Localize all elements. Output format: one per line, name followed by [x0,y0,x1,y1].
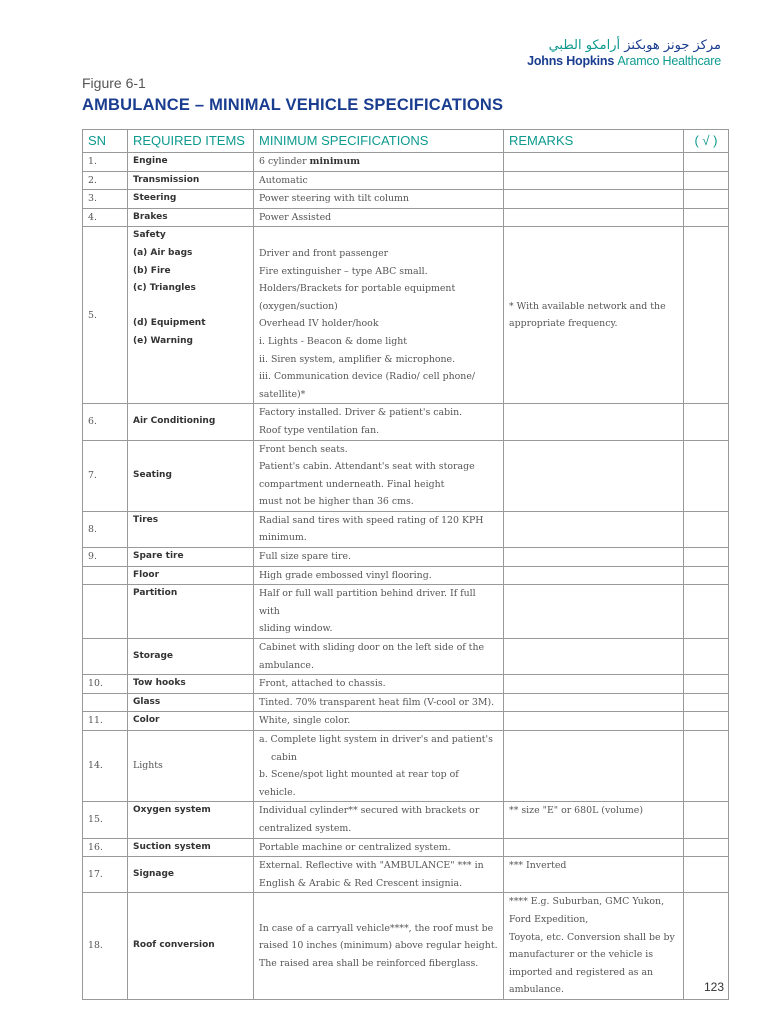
row-remarks [504,190,684,209]
table-row-brakes [83,208,729,227]
row-item: Storage [128,639,254,675]
table-row-seating [83,440,729,511]
row-remarks [504,712,684,731]
row-item: Engine [128,153,254,172]
row-sn: 7. [83,440,128,511]
row-spec [254,440,504,511]
figure-label: Figure 6-1 [82,75,146,91]
row-item: Lights [128,731,254,802]
header-minimum-specifications: MINIMUM SPECIFICATIONS [254,130,504,153]
row-item: Transmission [128,171,254,190]
row-sn [83,639,128,675]
spec-line: must not be higher than 36 cms. [259,496,414,508]
row-sn: 10. [83,675,128,694]
remark-line: manufacturer or the vehicle is [509,949,654,961]
row-item: Brakes [128,208,254,227]
spec-line: Patient's cabin. Attendant's seat with storage [259,461,475,473]
row-sn: 1. [83,153,128,172]
spec-line: External. Reflective with "AMBULANCE" *** in [259,860,484,872]
row-remarks [504,893,684,1000]
table-row-oxygen-system [83,802,729,838]
row-remarks [504,675,684,694]
page-number: 123 [703,980,724,994]
remark-line: * With available network and the [509,300,666,312]
spec-line: Driver and front passenger [259,247,389,259]
spec-line: Holders/Brackets for portable equipment [259,283,456,295]
spec-line: ambulance. [259,659,314,671]
spec-line: Front bench seats. [259,443,348,455]
row-check [684,566,729,585]
row-check [684,857,729,893]
spec-line: In case of a carryall vehicle****, the roof must be [259,922,494,934]
table-row-tow-hooks [83,675,729,694]
row-spec: Power steering with tilt column [254,190,504,209]
row-remarks [504,585,684,639]
table-row-air-conditioning [83,404,729,440]
row-sn: 11. [83,712,128,731]
item-line: (c) Triangles [133,283,196,294]
johns-hopkins-aramco-logo [527,38,721,69]
row-item: Steering [128,190,254,209]
row-sn: 18. [83,893,128,1000]
item-line: (b) Fire [133,265,171,276]
row-sn: 6. [83,404,128,440]
remark-line: **** E.g. Suburban, GMC Yukon, [509,896,665,908]
spec-line: Overhead IV holder/hook [259,318,379,330]
row-item: Suction system [128,838,254,857]
row-sn [83,693,128,712]
row-item: Oxygen system [128,802,254,838]
row-item: Air Conditioning [128,404,254,440]
row-item: Seating [128,440,254,511]
logo-arabic-text [527,38,721,53]
row-sn: 3. [83,190,128,209]
row-item: Signage [128,857,254,893]
row-remarks [504,440,684,511]
row-check [684,511,729,547]
row-sn: 16. [83,838,128,857]
logo-english-text [527,53,721,69]
row-spec: Automatic [254,171,504,190]
remark-line: Ford Expedition, [509,913,589,925]
row-spec [254,404,504,440]
item-line: (d) Equipment [133,318,206,329]
spec-line: Half or full wall partition behind driver. If full with [259,588,476,617]
spacer [133,298,248,316]
row-remarks [504,731,684,802]
row-remarks [504,171,684,190]
spec-line: cabin [271,751,297,763]
row-check [684,838,729,857]
row-item: Spare tire [128,548,254,567]
spec-line: Individual cylinder** secured with brackets or [259,805,480,817]
table-row-signage [83,857,729,893]
row-remarks: *** Inverted [504,857,684,893]
spec-line: i. Lights - Beacon & dome light [259,335,408,347]
spec-line: centralized system. [259,822,352,834]
row-remarks [504,693,684,712]
row-remarks [504,566,684,585]
spec-line: Radial sand tires with speed rating of 120 KPH [259,514,484,526]
row-check [684,639,729,675]
row-spec [254,511,504,547]
row-spec [254,731,504,802]
spec-line: raised 10 inches (minimum) above regular height. [259,940,498,952]
row-item: Glass [128,693,254,712]
header-remarks: REMARKS [504,130,684,153]
table-row-safety [83,227,729,404]
row-check [684,712,729,731]
row-remarks [504,838,684,857]
spec-line: Roof type ventilation fan. [259,424,380,436]
row-sn: 9. [83,548,128,567]
row-remarks [504,404,684,440]
row-item [128,227,254,404]
row-remarks [504,208,684,227]
row-remarks: ** size "E" or 680L (volume) [504,802,684,838]
table-row-roof-conversion [83,893,729,1000]
spec-line: satellite)* [259,388,306,400]
row-check [684,440,729,511]
row-spec: White, single color. [254,712,504,731]
row-check [684,548,729,567]
spec-line: English & Arabic & Red Crescent insignia. [259,877,463,889]
logo-english-part-1: Johns Hopkins [527,54,618,68]
logo-arabic-part-2: أرامكو الطبي [548,38,621,53]
row-item: Tires [128,511,254,547]
remark-line: Toyota, etc. Conversion shall be by [509,931,675,943]
remark-line: imported and registered as an [509,966,654,978]
row-spec: Full size spare tire. [254,548,504,567]
row-sn [83,585,128,639]
table-row-tires [83,511,729,547]
spacer [259,227,498,245]
row-remarks [504,153,684,172]
row-spec [254,893,504,1000]
row-remarks [504,548,684,567]
spec-line: Factory installed. Driver & patient's cabin. [259,407,463,419]
table-row-engine [83,153,729,172]
row-check [684,208,729,227]
row-spec [254,585,504,639]
table-row-lights [83,731,729,802]
row-spec [254,857,504,893]
row-item: Roof conversion [128,893,254,1000]
table-header-row [83,130,729,153]
header-sn: SN [83,130,128,153]
spec-line: (oxygen/suction) [259,300,338,312]
row-remarks [504,227,684,404]
table-row-storage [83,639,729,675]
row-check [684,404,729,440]
row-spec [254,227,504,404]
spec-line: b. Scene/spot light mounted at rear top of vehicle. [259,769,459,798]
row-check [684,227,729,404]
table-row-glass [83,693,729,712]
table-row-transmission [83,171,729,190]
row-sn: 5. [83,227,128,404]
row-item: Floor [128,566,254,585]
row-sn: 14. [83,731,128,802]
table-row-suction-system [83,838,729,857]
spec-line: minimum. [259,532,307,544]
row-check [684,171,729,190]
row-spec: Tinted. 70% transparent heat film (V-cool or 3M). [254,693,504,712]
spec-text: 6 cylinder [259,156,310,167]
row-check [684,731,729,802]
item-line: (e) Warning [133,335,193,346]
spec-bold-text: minimum [309,156,361,167]
row-spec: Portable machine or centralized system. [254,838,504,857]
row-sn: 8. [83,511,128,547]
row-remarks [504,639,684,675]
row-item: Color [128,712,254,731]
row-spec: Front, attached to chassis. [254,675,504,694]
item-line: (a) Air bags [133,247,193,258]
logo-english-part-2: Aramco Healthcare [617,54,721,68]
spec-line: sliding window. [259,623,333,635]
logo-arabic-part-1: مركز جونز هوبكنز [620,38,721,53]
specifications-table [82,129,729,1000]
row-spec: Power Assisted [254,208,504,227]
row-sn: 4. [83,208,128,227]
item-line: Safety [133,230,166,241]
row-spec [254,153,504,172]
table-row-color [83,712,729,731]
table-row-spare-tire [83,548,729,567]
row-sn: 2. [83,171,128,190]
table-row-floor [83,566,729,585]
spec-line: iii. Communication device (Radio/ cell phone/ [259,371,476,383]
row-item: Partition [128,585,254,639]
spec-line: ii. Siren system, amplifier & microphone. [259,353,456,365]
row-check [684,802,729,838]
header-check: ( √ ) [684,130,729,153]
remark-line: ambulance. [509,984,564,996]
spec-line: Fire extinguisher – type ABC small. [259,265,428,277]
table-row-steering [83,190,729,209]
row-sn: 15. [83,802,128,838]
row-check [684,153,729,172]
spec-line: The raised area shall be reinforced fiberglass. [259,957,479,969]
row-check [684,585,729,639]
row-sn [83,566,128,585]
row-spec [254,802,504,838]
header-required-items: REQUIRED ITEMS [128,130,254,153]
row-sn: 17. [83,857,128,893]
row-spec [254,639,504,675]
page-title: AMBULANCE – MINIMAL VEHICLE SPECIFICATIONS [82,96,504,114]
remark-line: appropriate frequency. [509,318,618,330]
row-remarks [504,511,684,547]
spec-line: Cabinet with sliding door on the left side of the [259,642,485,654]
row-item: Tow hooks [128,675,254,694]
row-check [684,693,729,712]
table-row-partition [83,585,729,639]
row-spec: High grade embossed vinyl flooring. [254,566,504,585]
row-check [684,190,729,209]
spec-line: a. Complete light system in driver's and patient's [259,734,493,745]
spec-line: compartment underneath. Final height [259,478,445,490]
row-check [684,675,729,694]
